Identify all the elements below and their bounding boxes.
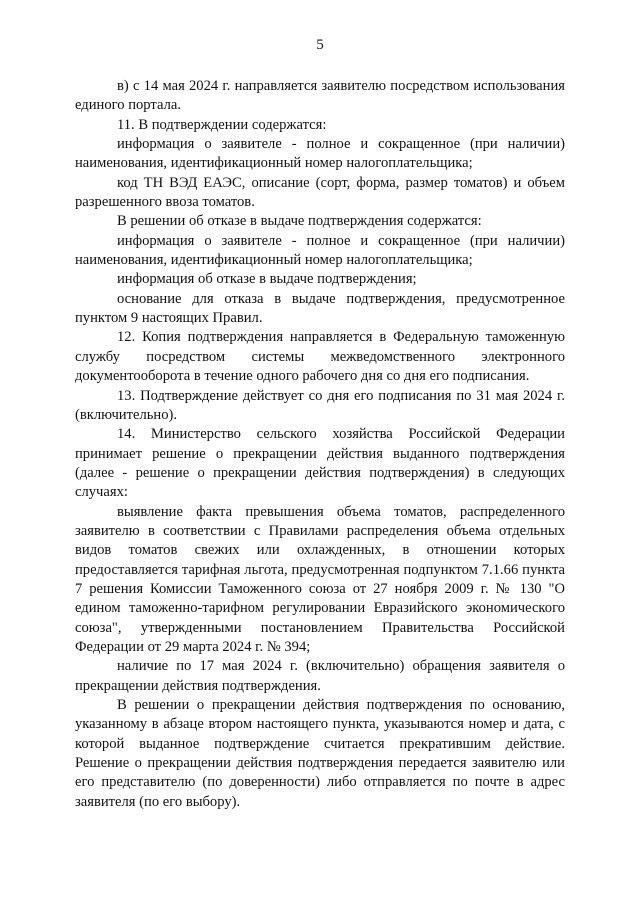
paragraph-hs-code: код ТН ВЭД ЕАЭС, описание (сорт, форма, размер томатов) и объем разрешенного ввоза томатов.	[75, 174, 565, 211]
paragraph-refusal-grounds: основание для отказа в выдаче подтверждения, предусмотренное пунктом 9 настоящих Правил.	[75, 290, 565, 327]
paragraph-item-14: 14. Министерство сельского хозяйства Российской Федерации принимает решение о прекращении действия выданного подтверждения (далее - решение о прекращении действия подтверждения) в следующих случаях:	[75, 426, 565, 501]
paragraph-item-11: 11. В подтверждении содержатся:	[117, 116, 327, 133]
document-body	[75, 77, 565, 812]
paragraph-applicant-info: информация о заявителе - полное и сокращенное (при наличии) наименования, идентификационный номер налогоплательщика;	[75, 136, 565, 172]
paragraph-item-12: 12. Копия подтверждения направляется в Федеральную таможенную службу посредством системы межведомственного электронного документооборота в течение одного рабочего дня со дня его подписания.	[75, 329, 565, 385]
paragraph-volume-excess: выявление факта превышения объема томатов, распределенного заявителю в соответствии с Правилами распределения объема отдельных видов томатов свежих или охлажденных, в отношении которых предоставляется тарифная льгота, предусмотренная подпунктом 7.1.66 пункта 7 решения Комиссии Таможенного союза от 27 ноября 2009 г. № 130 "О едином таможенно-тарифном регулировании Евразийского экономического союза", утвержденными постановлением Правительства Российской Федерации от 29 марта 2024 г. № 394;	[75, 503, 565, 655]
paragraph-item-13: 13. Подтверждение действует со дня его подписания по 31 мая 2024 г. (включительно).	[75, 387, 565, 423]
page-number: 5	[316, 37, 324, 53]
paragraph-refusal-applicant-info: информация о заявителе - полное и сокращенное (при наличии) наименования, идентификационный номер налогоплательщика;	[75, 232, 565, 269]
paragraph-refusal-contents: В решении об отказе в выдаче подтверждения содержатся:	[117, 213, 482, 230]
paragraph-termination-decision: В решении о прекращении действия подтверждения по основанию, указанному в абзаце втором настоящего пункта, указываются номер и дата, с которой выданное подтверждение считается прекратившим действие. Решение о прекращении действия подтверждения передается заявителю или его представителю (по доверенности) либо отправляется по почте в адрес заявителя (по его выбору).	[75, 697, 565, 810]
paragraph-refusal-info: информация об отказе в выдаче подтверждения;	[117, 271, 417, 288]
paragraph-clause-v: в) с 14 мая 2024 г. направляется заявителю посредством использования единого портала.	[75, 78, 565, 114]
paragraph-applicant-request: наличие по 17 мая 2024 г. (включительно) обращения заявителя о прекращении действия подтверждения.	[75, 658, 565, 694]
